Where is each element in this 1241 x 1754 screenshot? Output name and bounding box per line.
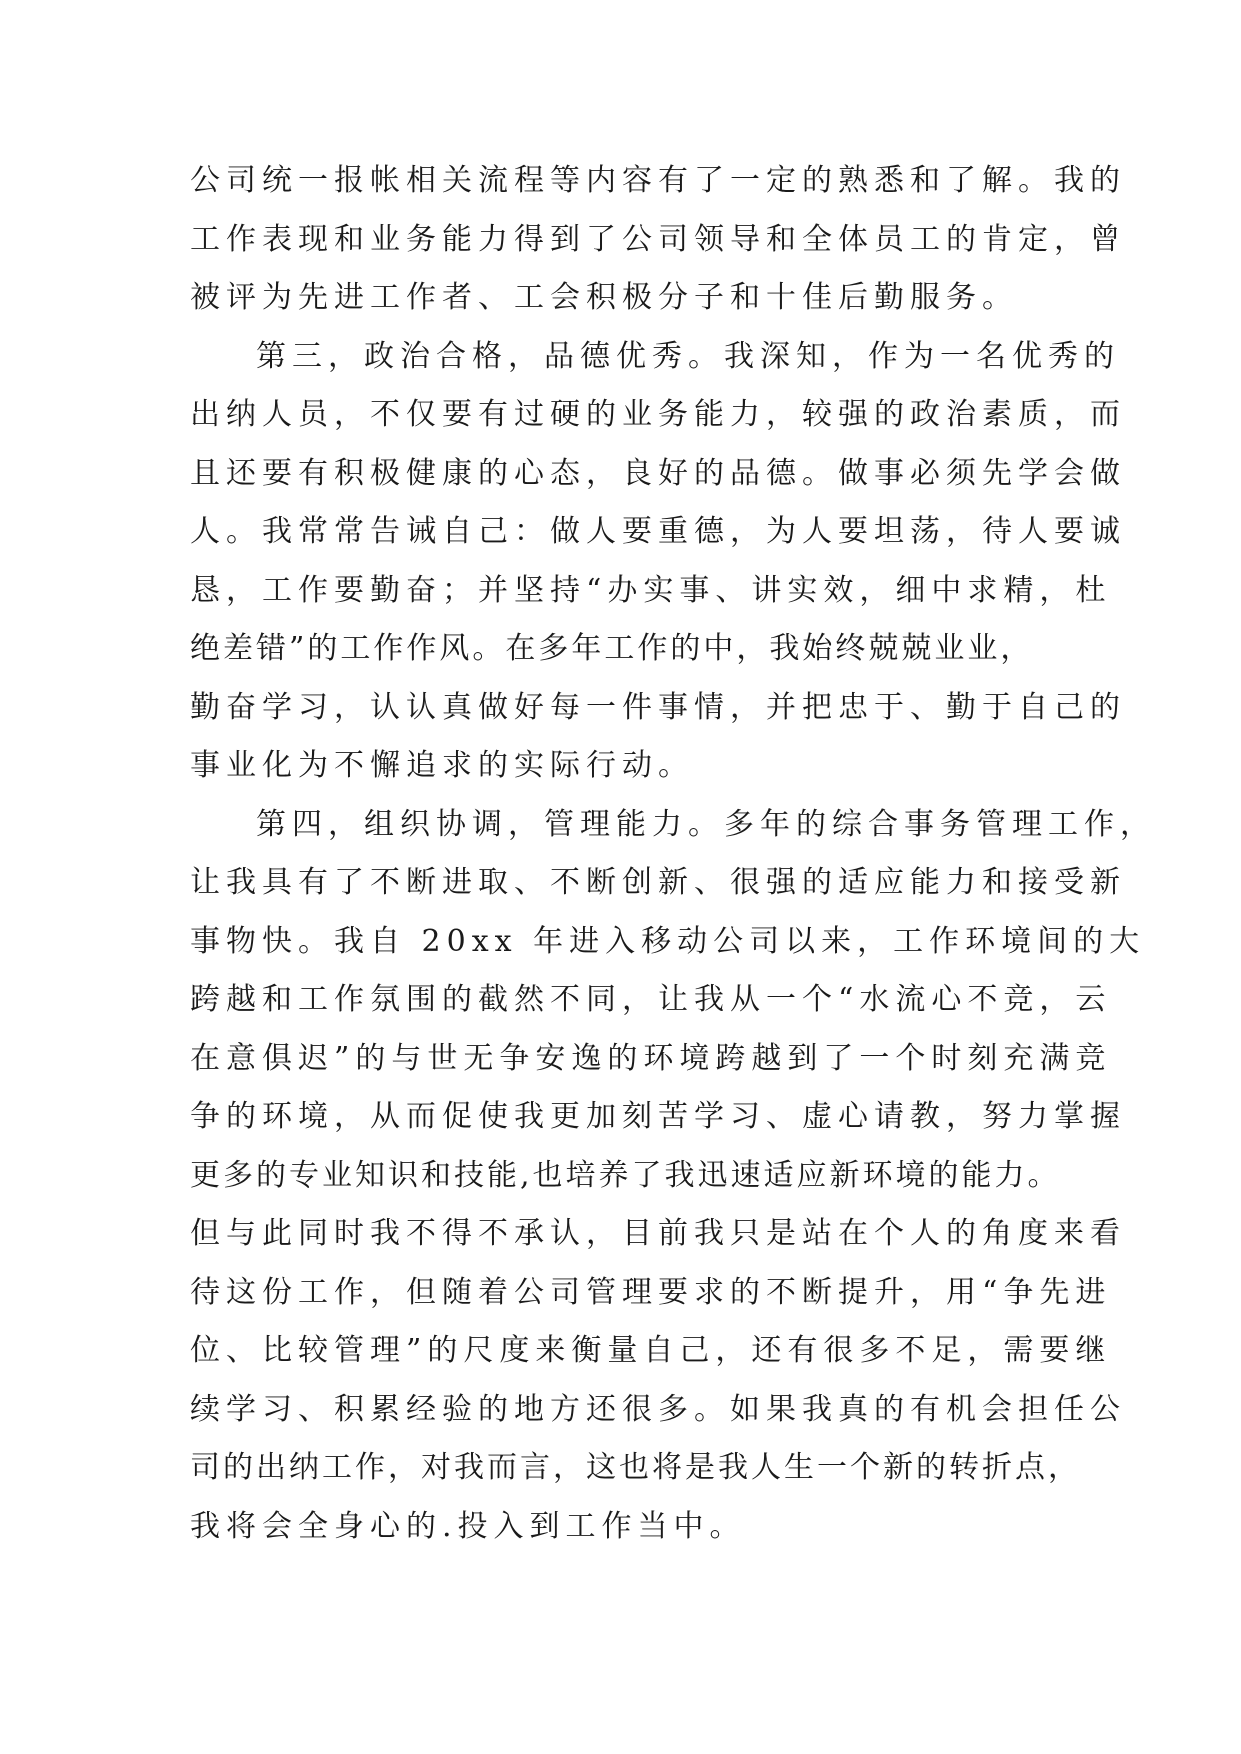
text-line: 且还要有积极健康的心态，良好的品德。做事必须先学会做 — [190, 455, 1126, 491]
text-line: 公司统一报帐相关流程等内容有了一定的熟悉和了解。我的 — [190, 163, 1126, 198]
text-line: 人。我常常告诫自己：做人要重德，为人要坦荡，待人要诚 — [190, 514, 1126, 549]
text-line: 更多的专业知识和技能,也培养了我迅速适应新环境的能力。 — [190, 1157, 1061, 1193]
text-line: 事物快。我自 20xx 年进入移动公司以来，工作环境间的大 — [190, 923, 1146, 959]
text-line: 事业化为不懈追求的实际行动。 — [190, 748, 694, 783]
paragraph-third-point — [190, 328, 1126, 796]
text-line: 争的环境，从而促使我更加刻苦学习、虚心请教，努力掌握 — [190, 1099, 1126, 1134]
text-line: 第四，组织协调，管理能力。多年的综合事务管理工作， — [256, 806, 1156, 842]
text-line: 勤奋学习，认认真做好每一件事情，并把忠于、勤于自己的 — [190, 689, 1126, 725]
text-line: 司的出纳工作，对我而言，这也将是我人生一个新的转折点， — [190, 1450, 1081, 1485]
text-line: 恳，工作要勤奋；并坚持“办实事、讲实效，细中求精，杜 — [190, 572, 1112, 608]
text-line: 待这份工作，但随着公司管理要求的不断提升，用“争先进 — [190, 1274, 1112, 1310]
text-line: 续学习、积累经验的地方还很多。如果我真的有机会担任公 — [190, 1391, 1126, 1427]
text-line: 绝差错”的工作作风。在多年工作的中，我始终兢兢业业， — [190, 631, 1034, 666]
paragraph-fourth-point — [190, 796, 1156, 1557]
text-line: 让我具有了不断进取、不断创新、很强的适应能力和接受新 — [190, 865, 1126, 900]
text-line: 但与此同时我不得不承认，目前我只是站在个人的角度来看 — [190, 1216, 1126, 1251]
text-line: 第三，政治合格，品德优秀。我深知，作为一名优秀的 — [256, 338, 1120, 374]
paragraph-continuation — [190, 152, 1126, 328]
text-line: 工作表现和业务能力得到了公司领导和全体员工的肯定，曾 — [190, 221, 1126, 257]
text-line: 跨越和工作氛围的截然不同，让我从一个“水流心不竞，云 — [190, 982, 1112, 1017]
text-line: 被评为先进工作者、工会积极分子和十佳后勤服务。 — [190, 280, 1018, 315]
text-line: 我将会全身心的.投入到工作当中。 — [190, 1508, 746, 1544]
text-line: 出纳人员，不仅要有过硬的业务能力，较强的政治素质，而 — [190, 397, 1126, 432]
document-body — [190, 152, 1156, 1556]
text-line: 在意俱迟”的与世无争安逸的环境跨越到了一个时刻充满竞 — [190, 1040, 1112, 1076]
text-line: 位、比较管理”的尺度来衡量自己，还有很多不足，需要继 — [190, 1333, 1112, 1368]
